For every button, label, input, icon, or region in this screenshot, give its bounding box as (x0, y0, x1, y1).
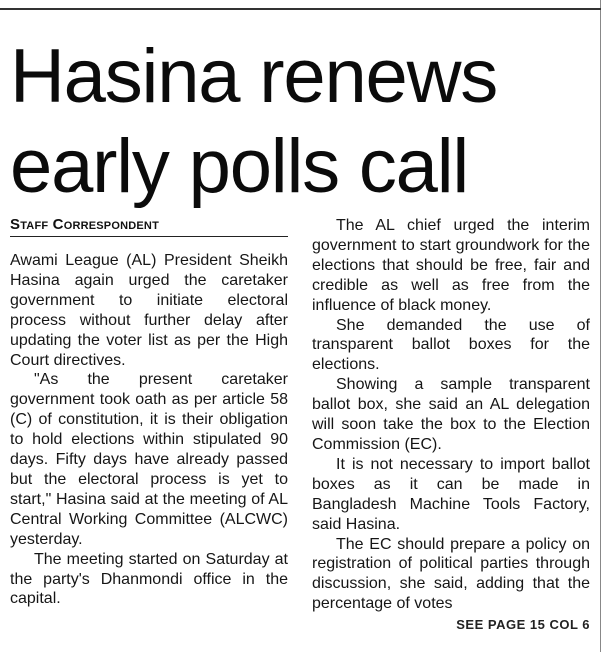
paragraph: Showing a sample transparent ballot box, she said an AL delegation will soon take the box to the Election Commission (EC). (312, 376, 590, 453)
headline-line-1: Hasina renews (10, 34, 498, 119)
paragraph: The AL chief urged the interim government to start groundwork for the elections that should be free, fair and credible as well as free from the influence of black money. (312, 217, 590, 314)
paragraph: It is not necessary to import ballot boxes as it can be made in Bangladesh Machine Tools Factory, said Hasina. (312, 455, 590, 533)
paragraph: The meeting started on Saturday at the party's Dhanmondi office in the capital. (10, 550, 288, 608)
continuation-note: SEE PAGE 15 COL 6 (456, 617, 590, 633)
paragraph: Awami League (AL) President Sheikh Hasina again urged the caretaker government to initiate electoral process without further delay after updating the voter list as per the High Court directives. (10, 252, 288, 369)
article-column-right (312, 216, 590, 634)
paragraph: The EC should prepare a policy on registration of political parties through discussion, she said, adding that the percentage of votes (312, 535, 590, 613)
headline (10, 32, 595, 212)
paragraph: "As the present caretaker government took oath as per article 58 (C) of constitution, it is their obligation to hold elections within stipulated 90 days. Fifty days have already passed but the electoral process is yet to start," Hasina said at the meeting of AL Central Working Committee (ALCWC) yesterday. (10, 371, 288, 548)
article-column-left (10, 216, 288, 609)
top-rule (0, 8, 601, 10)
byline: Staff Correspondent (10, 216, 288, 237)
headline-line-2: early polls call (10, 124, 469, 209)
paragraph: She demanded the use of transparent ballot boxes for the elections. (312, 316, 590, 374)
